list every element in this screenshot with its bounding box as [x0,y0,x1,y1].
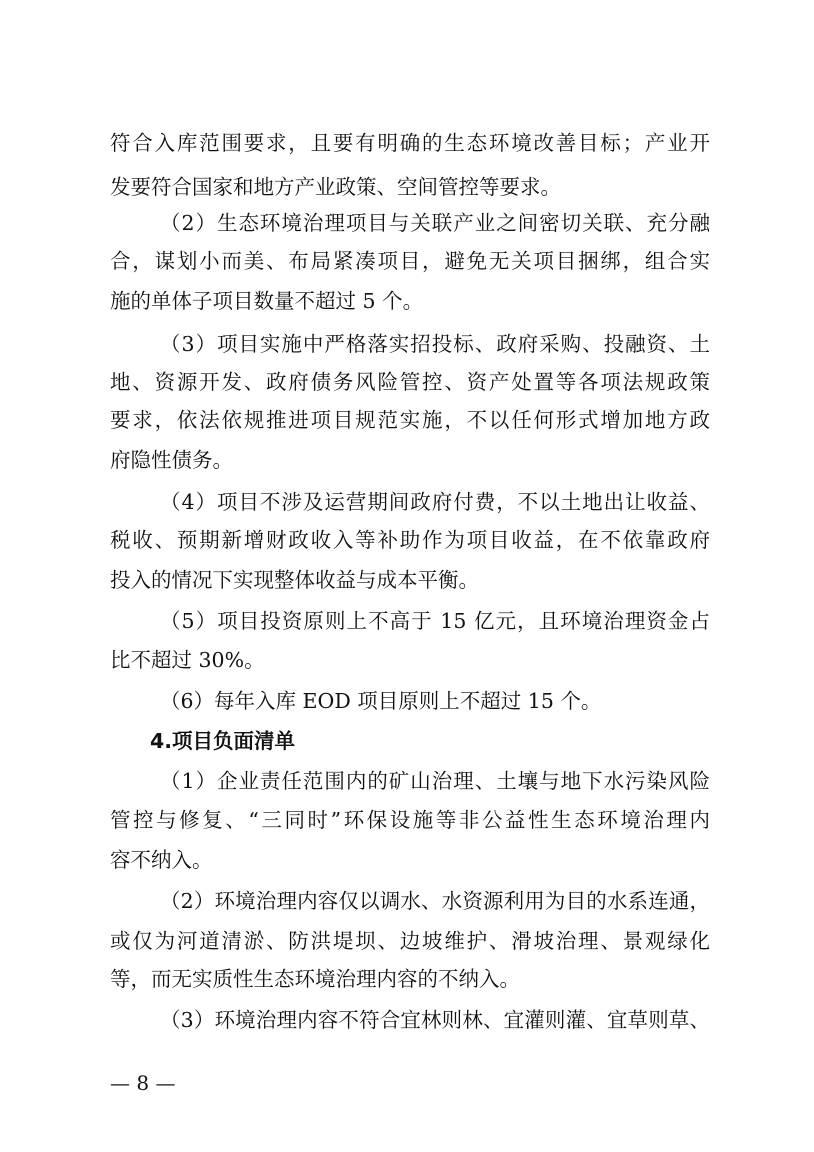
text-line: 等，而无实质性生态环境治理内容的不纳入。 [110,967,520,991]
negative-list-item-2-line: （2）环境治理内容仅以调水、水资源利用为目的水系连通， [160,889,710,913]
paragraph-6-line: （6）每年入库 EOD 项目原则上不超过 15 个。 [160,689,602,713]
negative-list-item-3-line: （3）环境治理内容不符合宜林则林、宜灌则灌、宜草则草、 [160,1008,710,1032]
text-line: 合，谋划小而美、布局紧凑项目，避免无关项目捆绑，组合实 [110,249,710,273]
text-line: 符合入库范围要求，且要有明确的生态环境改善目标；产业开 [110,131,710,155]
text-line: 施的单体子项目数量不超过 5 个。 [110,289,424,313]
paragraph-5-line: （5）项目投资原则上不高于 15 亿元，且环境治理资金占 [160,609,710,633]
text-line: 容不纳入。 [110,848,213,872]
paragraph-4-line: （4）项目不涉及运营期间政府付费，不以土地出让收益、 [160,490,710,514]
text-line: 投入的情况下实现整体收益与成本平衡。 [110,568,479,592]
text-line: 地、资源开发、政府债务风险管控、资产处置等各项法规政策 [110,370,710,394]
text-line: 发要符合国家和地方产业政策、空间管控等要求。 [110,175,561,199]
text-line: 管控与修复、“三同时”环保设施等非公益性生态环境治理内 [110,808,710,832]
section-heading: 4.项目负面清单 [150,729,296,753]
text-line: 税收、预期新增财政收入等补助作为项目收益，在不依靠政府 [110,528,710,552]
page-number: — 8 — [110,1071,176,1095]
negative-list-item-1-line: （1）企业责任范围内的矿山治理、土壤与地下水污染风险 [160,769,710,793]
paragraph-3-line: （3）项目实施中严格落实招投标、政府采购、投融资、土 [160,332,710,356]
text-line: 或仅为河道清淤、防洪堤坝、边坡维护、滑坡治理、景观绿化 [110,929,710,953]
paragraph-2-line: （2）生态环境治理项目与关联产业之间密切关联、充分融 [160,211,710,235]
text-line: 要求，依法依规推进项目规范实施，不以任何形式增加地方政 [110,408,710,432]
text-line: 府隐性债务。 [110,448,233,472]
text-line: 比不超过 30%。 [110,648,265,672]
